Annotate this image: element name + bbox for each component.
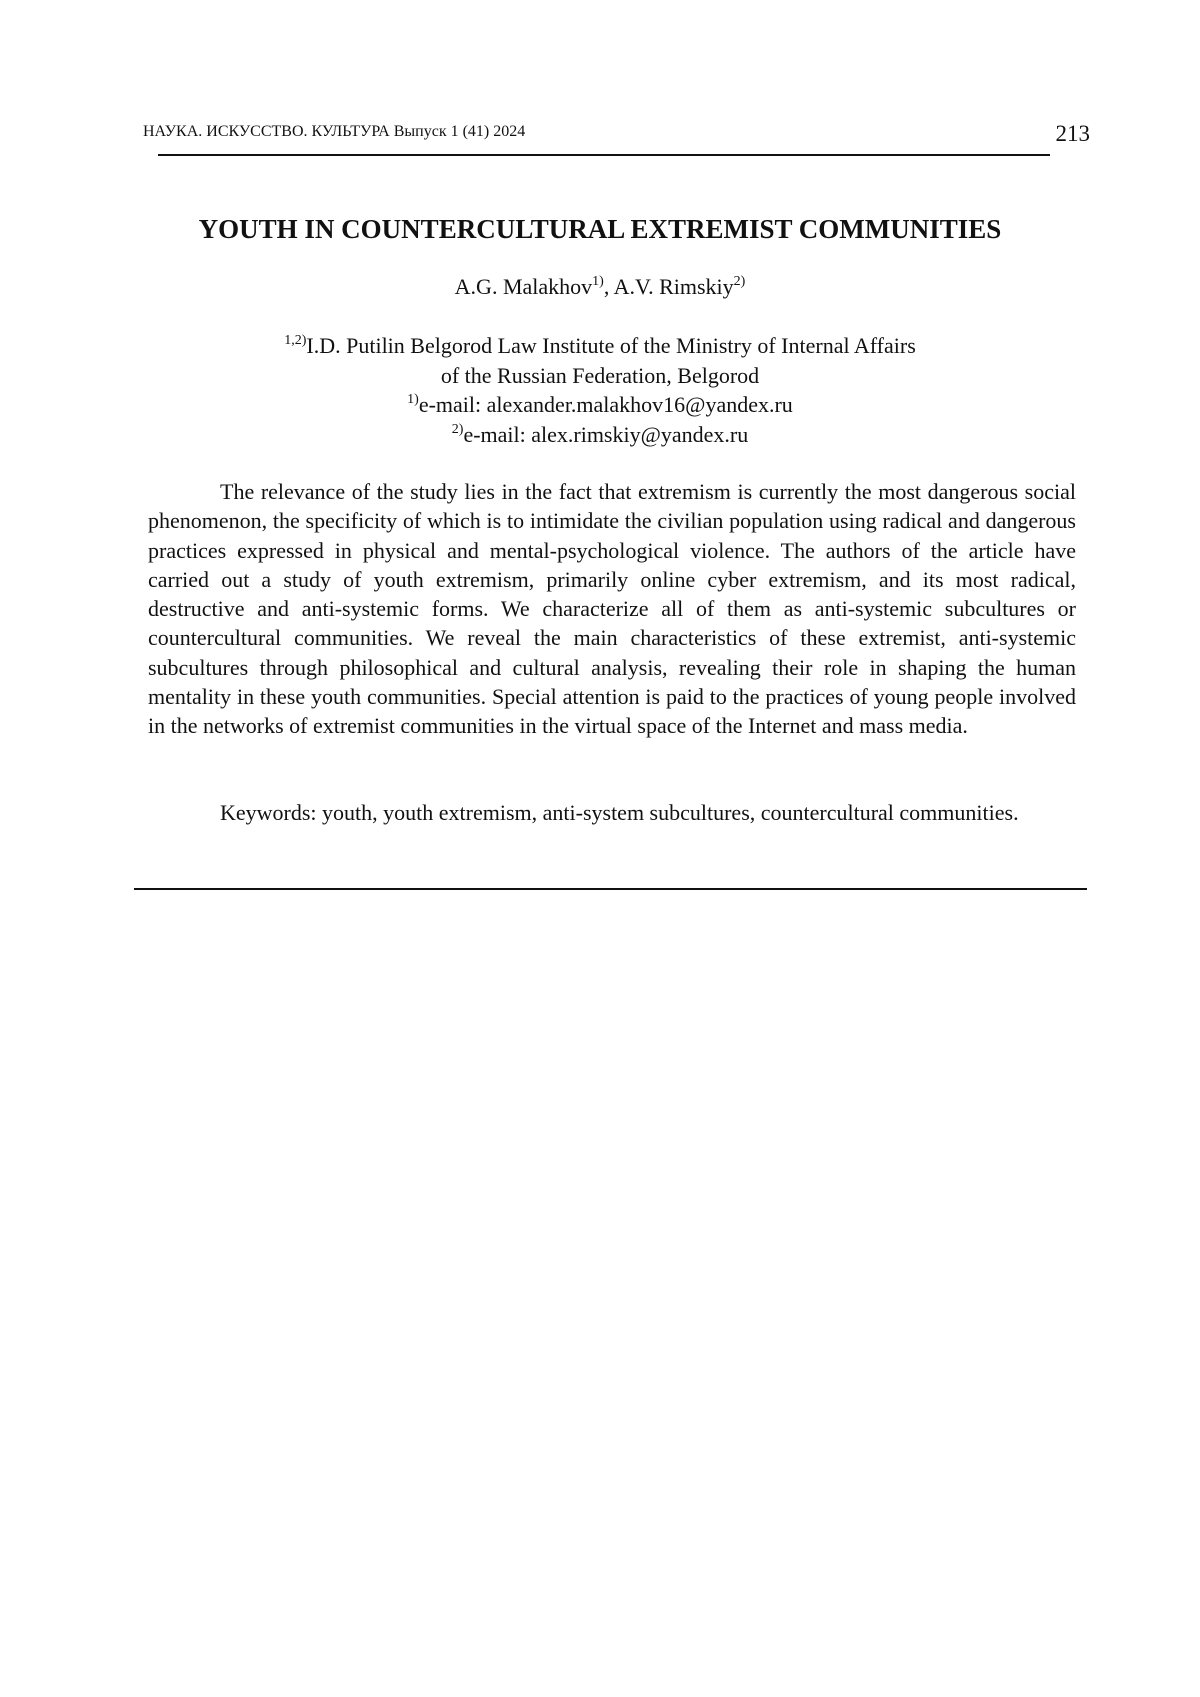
page-number: 213: [1055, 121, 1090, 146]
affiliation-name: I.D. Putilin Belgorod Law Institute of the Ministry of Internal Affairs: [306, 333, 916, 358]
email-text: e-mail: alex.rimskiy@yandex.ru: [463, 421, 749, 447]
keywords-paragraph: Keywords: youth, youth extremism, anti-system subcultures, countercultural communities.: [220, 800, 1019, 825]
article-title: YOUTH IN COUNTERCULTURAL EXTREMIST COMMUNITIES: [198, 214, 1002, 244]
running-header: НАУКА. ИСКУССТВО. КУЛЬТУРА Выпуск 1 (41) 2024: [143, 123, 526, 140]
email-mark: 1): [407, 392, 419, 407]
author-name: A.G. Malakhov: [454, 274, 593, 299]
email-mark: 2): [451, 421, 464, 437]
author-separator: ,: [603, 274, 614, 299]
affiliation-mark: 1,2): [284, 333, 307, 348]
email-text: e-mail: alexander.malakhov16@yandex.ru: [418, 392, 793, 417]
email-line: [120, 390, 1080, 420]
header-rule: [158, 154, 1050, 156]
author-name: A.V. Rimskiy: [613, 274, 734, 299]
author-mark: 2): [733, 274, 746, 289]
email-line: [120, 420, 1080, 450]
section-divider: [134, 888, 1087, 890]
authors-line: [120, 273, 1080, 301]
abstract-paragraph: The relevance of the study lies in the fact that extremism is currently the most dangerous social phenomenon, the specificity of which is to intimidate the civilian population using radical and dangerous practices expressed in physical and mental-psychological violence. The authors of the article have carried out a study of youth extremism, primarily online cyber extremism, and its most radical, destructive and anti-systemic forms. We characterize all of them as anti-systemic subcultures or countercultural communities. We reveal the main characteristics of these extremist, anti-systemic subcultures through philosophical and cultural analysis, revealing their role in shaping the human mentality in these youth communities. Special attention is paid to the practices of young people involved in the networks of extremist communities in the virtual space of the Internet and mass media.: [148, 479, 1076, 739]
author-mark: 1): [592, 274, 604, 289]
affiliation-block: [120, 331, 1080, 449]
affiliation-line: of the Russian Federation, Belgorod: [440, 362, 760, 388]
affiliation-line: [120, 331, 1080, 361]
